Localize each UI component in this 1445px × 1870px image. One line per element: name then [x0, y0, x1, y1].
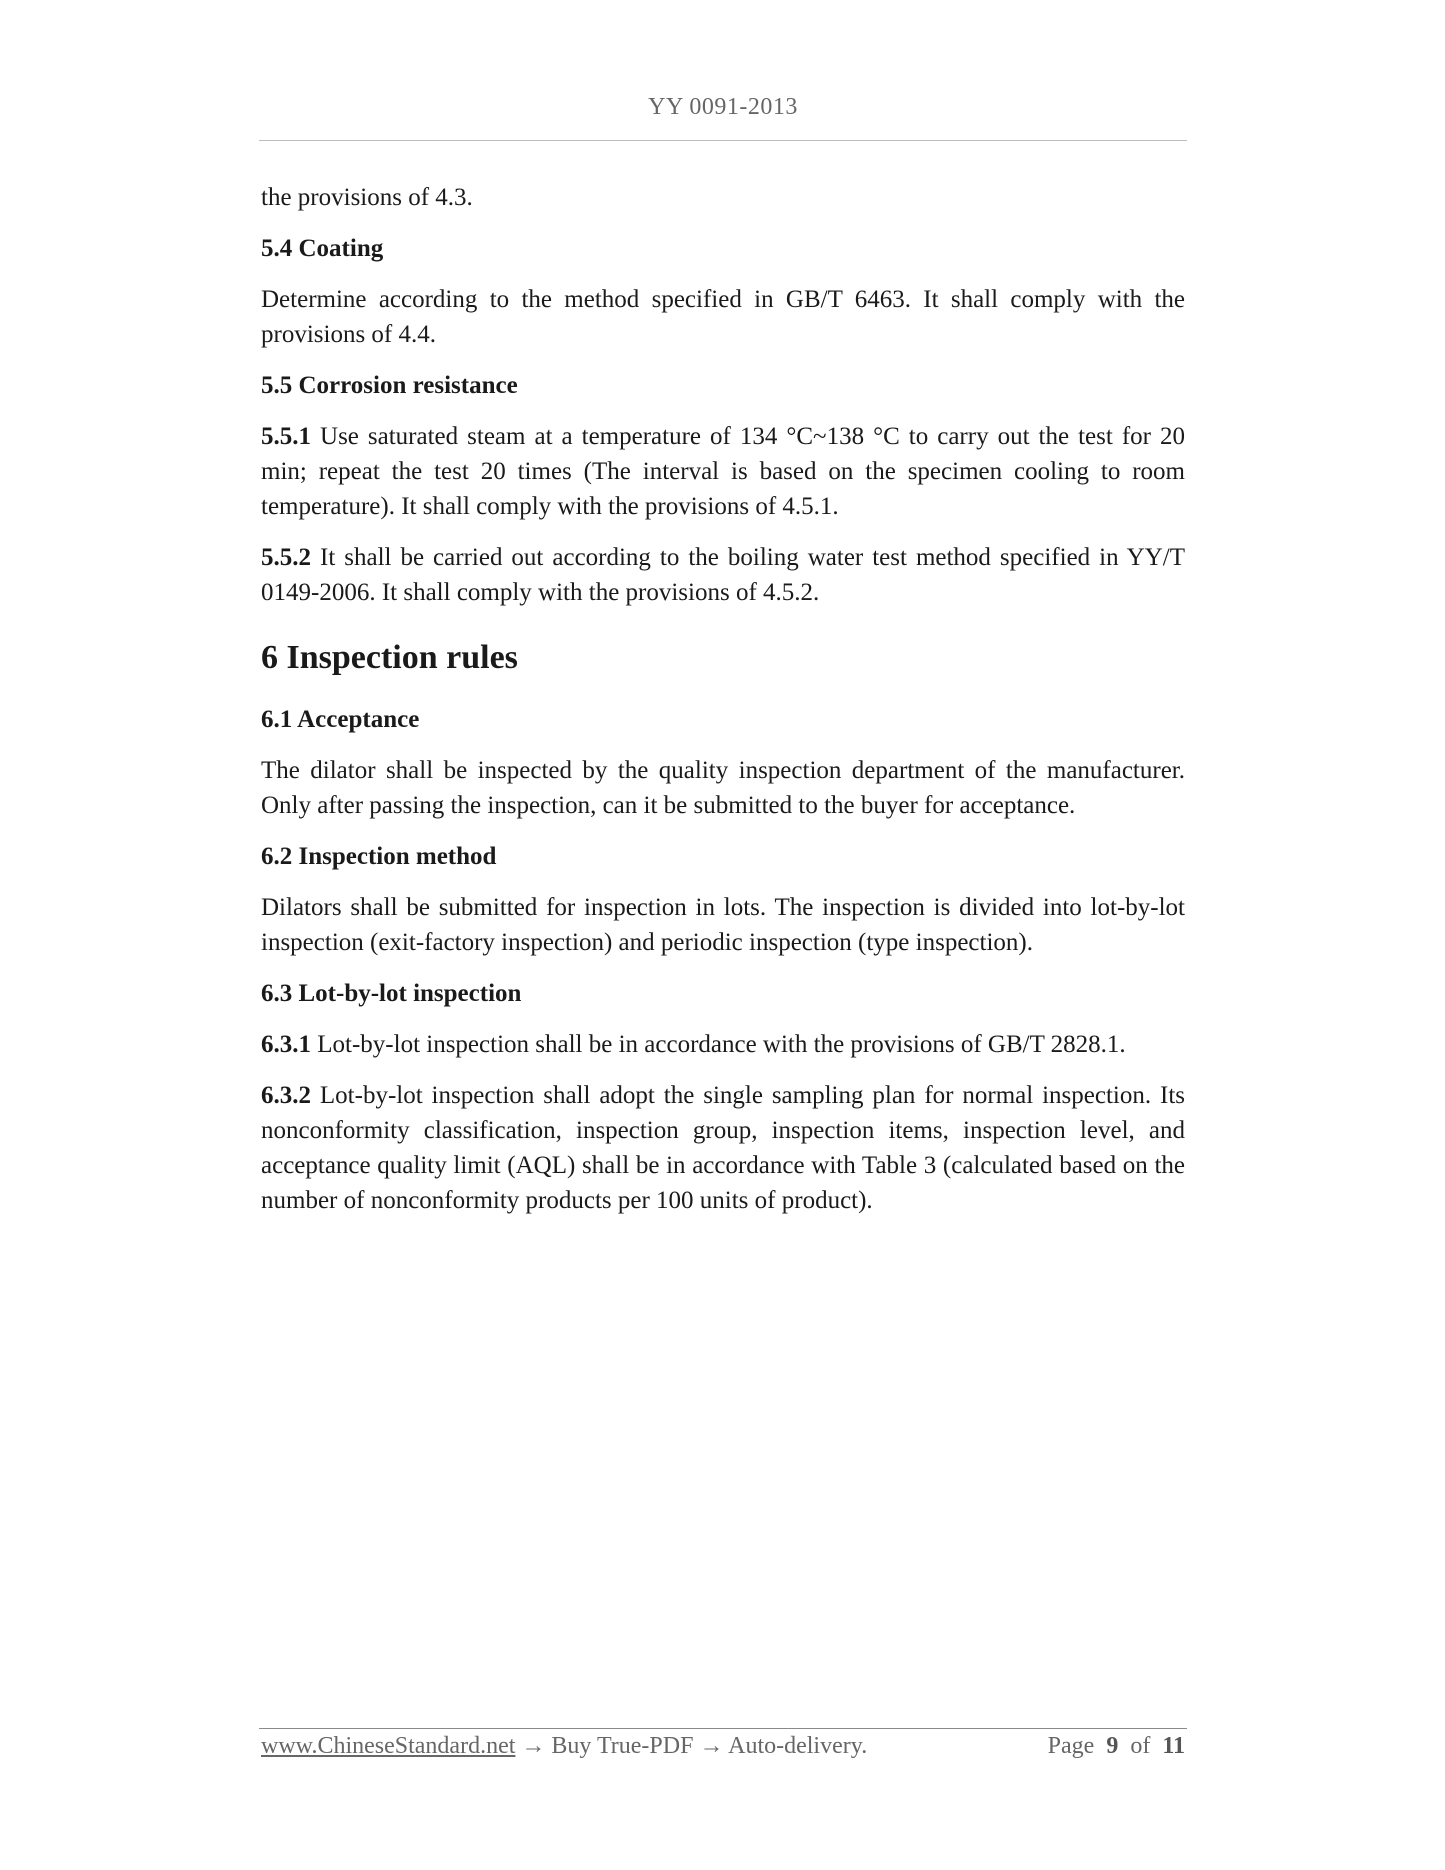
of-label: of — [1130, 1733, 1151, 1759]
clause-number: 6.3.1 — [261, 1031, 311, 1058]
clause-number: 5.5.1 — [261, 423, 311, 450]
section-6-2-text: Dilators shall be submitted for inspection in lots. The inspection is divided into lot-by-lot inspection (exit-factory inspection) and periodic inspection (type inspection). — [261, 894, 1185, 956]
section-6-1-text: The dilator shall be inspected by the quality inspection department of the manufacturer. Only after passing the inspection, can it be submitted to the buyer for acceptance. — [261, 757, 1185, 819]
clause-number: 5.5.2 — [261, 544, 311, 571]
total-pages-number: 11 — [1162, 1733, 1185, 1759]
section-6-3-2-paragraph — [261, 1078, 1185, 1218]
section-5-5-heading: 5.5 Corrosion resistance — [261, 372, 518, 399]
section-6-2-heading: 6.2 Inspection method — [261, 843, 497, 870]
section-6-3-heading: 6.3 Lot-by-lot inspection — [261, 980, 522, 1007]
header-divider — [259, 140, 1187, 141]
section-5-5-2-paragraph — [261, 540, 1185, 610]
clause-number: 6.3.2 — [261, 1082, 311, 1109]
document-id-header: YY 0091-2013 — [648, 94, 798, 120]
page-footer — [261, 1733, 1185, 1760]
promo-text: → Buy True-PDF → Auto-delivery. — [515, 1733, 868, 1759]
continued-paragraph: the provisions of 4.3. — [261, 184, 473, 211]
site-link[interactable]: www.ChineseStandard.net — [261, 1733, 516, 1759]
footer-promo — [261, 1733, 867, 1760]
section-5-4-heading: 5.4 Coating — [261, 235, 384, 262]
clause-text: Lot-by-lot inspection shall be in accordance with the provisions of GB/T 2828.1. — [311, 1031, 1126, 1058]
page-label: Page — [1047, 1733, 1095, 1759]
section-6-1-heading: 6.1 Acceptance — [261, 706, 420, 733]
clause-text: Lot-by-lot inspection shall adopt the single sampling plan for normal inspection. Its nonconformity classification, inspection group, inspection items, inspection level, and acceptance quality limit (AQL) shall be in accordance with Table 3 (calculated based on the number of nonconformity products per 100 units of product). — [261, 1082, 1185, 1214]
footer-divider — [259, 1728, 1187, 1729]
section-6-heading: 6 Inspection rules — [261, 639, 518, 676]
clause-text: Use saturated steam at a temperature of 134 °C~138 °C to carry out the test for 20 min; repeat the test 20 times (The interval is based on the specimen cooling to room temperature). It shall comply with the provisions of 4.5.1. — [261, 423, 1185, 520]
document-body — [261, 180, 1185, 1218]
section-6-3-1-paragraph — [261, 1027, 1185, 1062]
current-page-number: 9 — [1106, 1733, 1119, 1759]
page-indicator — [1048, 1733, 1185, 1760]
section-5-4-text: Determine according to the method specified in GB/T 6463. It shall comply with the provisions of 4.4. — [261, 286, 1185, 348]
section-5-5-1-paragraph — [261, 419, 1185, 524]
clause-text: It shall be carried out according to the boiling water test method specified in YY/T 0149-2006. It shall comply with the provisions of 4.5.2. — [261, 544, 1185, 606]
